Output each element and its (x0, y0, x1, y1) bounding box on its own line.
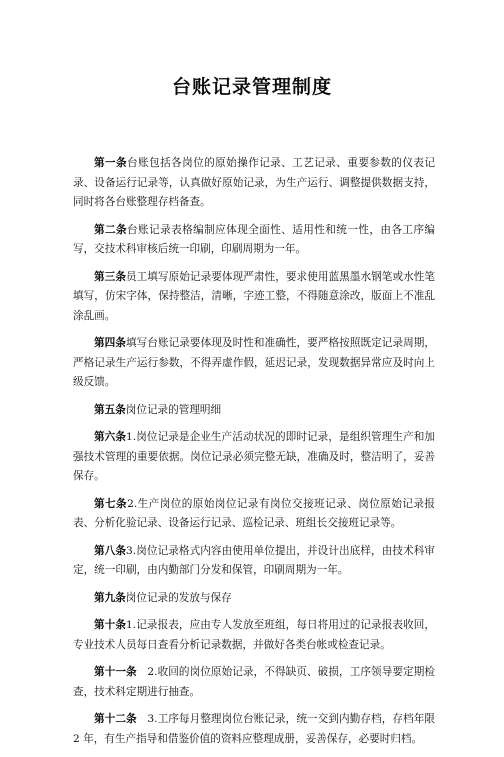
document-body (73, 154, 435, 757)
article-label: 第四条 (94, 337, 126, 349)
article-label: 第十条 (94, 619, 127, 631)
article-2 (73, 221, 435, 260)
article-text: 2.收回的岗位原始记录，不得缺页、破损，工序领导要定期检查，技术科定期进行抽查。 (73, 666, 436, 698)
article-8 (73, 542, 435, 581)
article-label: 第七条 (94, 497, 128, 510)
article-label: 第十一条 (94, 666, 137, 678)
article-10 (73, 616, 435, 655)
article-label: 第八条 (94, 544, 127, 557)
article-text: 岗位记录的发放与保存 (125, 591, 232, 604)
article-label: 第十二条 (94, 713, 137, 725)
article-6 (73, 428, 435, 487)
article-label: 第二条 (94, 223, 128, 236)
article-1 (73, 154, 435, 213)
article-text: 1.岗位记录是企业生产活动状况的即时记录，是组织管理生产和加强技术管理的重要依据。岗位记录必须完整无缺，准确及时，整洁明了，妥善保存。 (73, 431, 436, 482)
article-9 (73, 589, 435, 609)
article-label: 第三条 (94, 270, 126, 283)
article-label: 第九条 (94, 591, 126, 604)
article-text: 1.记录报表，应由专人发放至班组，每日将用过的记录报表收回，专业技术人员每日查看分析记录数据，并做好各类台帐或检查记录。 (73, 619, 436, 651)
article-text: 台账记录表格编制应体现全面性、适用性和统一性，由各工序编写，交技术科审核后统一印刷，印刷周期为一年。 (73, 223, 436, 255)
article-7 (73, 495, 435, 534)
article-label: 第六条 (94, 431, 127, 443)
article-5 (73, 401, 435, 421)
article-text: 2.生产岗位的原始岗位记录有岗位交接班记录、岗位原始记录报表、分析化验记录、设备运行记录、巡检记录、班组长交接班记录等。 (73, 497, 436, 529)
article-11 (73, 663, 435, 702)
article-text: 3.工序每月整理岗位台账记录，统一交到内勤存档，存档年限 2 年，有生产指导和借鉴价值的资料应整理成册，妥善保存，必要时归档。 (73, 713, 436, 745)
article-3 (73, 268, 435, 327)
article-label: 第五条 (94, 403, 126, 416)
article-4 (73, 334, 435, 393)
article-label: 第一条 (94, 157, 128, 169)
document-title: 台账记录管理制度 (171, 76, 332, 98)
article-text: 3.岗位记录格式内容由使用单位提出，并设计出底样，由技术科审定，统一印刷，由内勤部门分发和保管，印刷周期为一年。 (73, 544, 436, 576)
article-text: 员工填写原始记录要体现严肃性，要求使用蓝黑墨水钢笔或水性笔填写，仿宋字体，保持整洁，清晰，字迹工整，不得随意涂改，版面上不准乱涂乱画。 (73, 270, 436, 322)
article-text: 岗位记录的管理明细 (125, 403, 222, 416)
article-text: 台账包括各岗位的原始操作记录、工艺记录、重要参数的仪表记录、设备运行记录等，认真做好原始记录，为生产运行、调整提供数据支持，同时将各台账整理存档备查。 (73, 157, 436, 208)
article-text: 填写台账记录要体现及时性和准确性，要严格按照既定记录周期，严格记录生产运行参数，不得弄虚作假，延迟记录，发现数据异常应及时向上级反馈。 (73, 337, 436, 388)
article-12 (73, 710, 435, 749)
